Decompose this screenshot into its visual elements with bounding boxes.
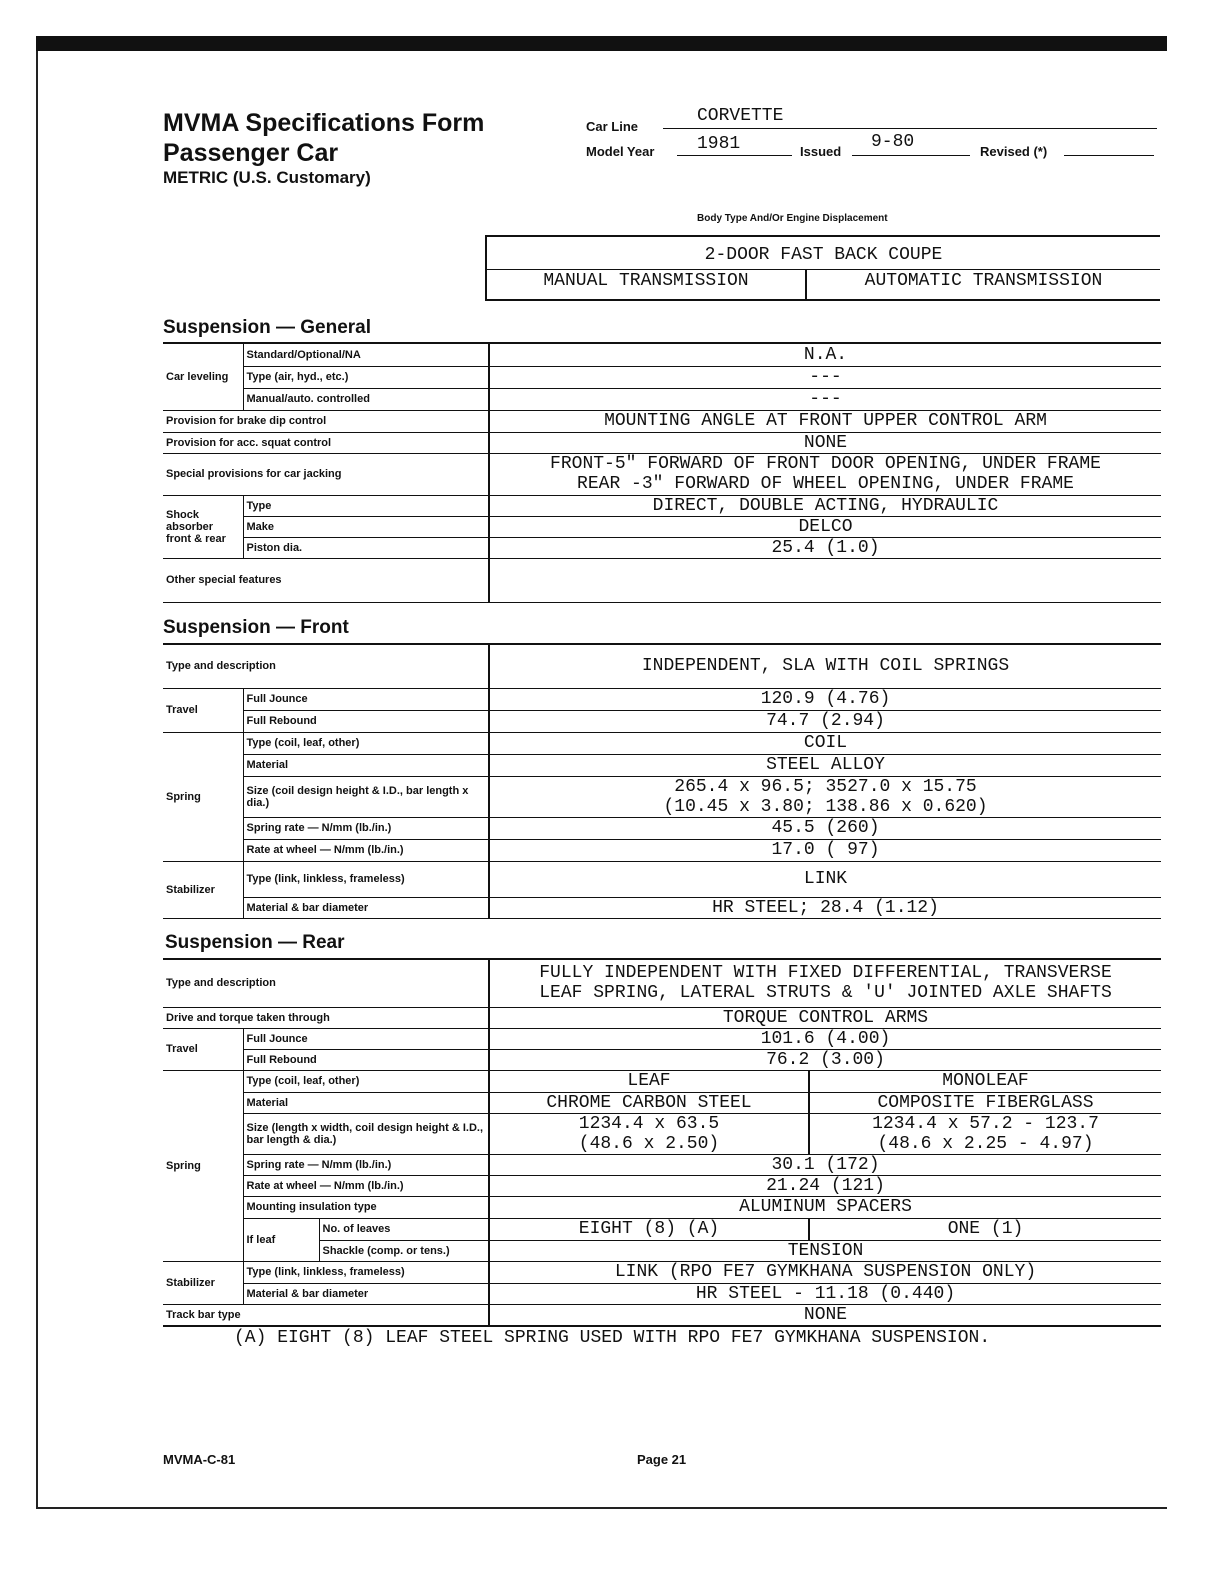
shock-make-value: DELCO [489,516,1161,537]
front-wheel-value: 17.0 ( 97) [489,839,1161,861]
front-stab-label: Stabilizer [163,861,243,918]
front-stab-type-label: Type (link, linkless, frameless) [243,861,489,897]
rear-spring-type-auto: MONOLEAF [809,1070,1161,1092]
rear-size-manual-line-2: (48.6 x 2.50) [578,1133,720,1154]
shock-type-value: DIRECT, DOUBLE ACTING, HYDRAULIC [489,495,1161,516]
page-number: Page 21 [637,1452,687,1467]
rear-track-value: NONE [489,1304,1161,1326]
rear-drive-label: Drive and torque taken through [163,1007,489,1028]
rear-size-auto [809,1113,1161,1154]
rear-spring-type-manual: LEAF [489,1070,809,1092]
rear-stab-mat-label: Material & bar diameter [243,1283,489,1304]
shock-type-label: Type [243,495,489,516]
rear-type-label: Type and description [163,959,489,1007]
front-size-label: Size (coil design height & I.D., bar length x dia.) [243,776,489,817]
rear-leaves-auto: ONE (1) [809,1218,1161,1240]
front-size-line-2: (10.45 x 3.80; 138.86 x 0.620) [663,796,988,817]
section-rear-title: Suspension — Rear [165,932,345,953]
rear-mount-value: ALUMINUM SPACERS [489,1196,1161,1218]
rear-size-label: Size (length x width, coil design height & I.D., bar length & dia.) [243,1113,489,1154]
jacking-value [489,453,1161,495]
front-spring-label: Spring [163,732,243,861]
model-year-label: Model Year [586,144,655,159]
brake-dip-value: MOUNTING ANGLE AT FRONT UPPER CONTROL ARM [489,410,1161,432]
front-rebound-label: Full Rebound [243,710,489,732]
automatic-transmission-header: AUTOMATIC TRANSMISSION [864,271,1103,291]
jacking-line-2: REAR -3" FORWARD OF WHEEL OPENING, UNDER FRAME [577,474,1074,494]
front-spring-type-label: Type (coil, leaf, other) [243,732,489,754]
rear-size-auto-line-2: (48.6 x 2.25 - 4.97) [877,1133,1094,1154]
rear-stab-mat-value: HR STEEL - 11.18 (0.440) [489,1283,1161,1304]
rear-size-manual-line-1: 1234.4 x 63.5 [578,1113,720,1134]
piston-value: 25.4 (1.0) [489,537,1161,558]
front-type-label: Type and description [163,644,489,688]
rear-type-value [489,959,1161,1007]
front-table [163,643,1161,919]
front-material-value: STEEL ALLOY [489,754,1161,776]
body-type-divider [487,269,1160,270]
manual-auto-value: --- [489,388,1161,410]
rear-wheel-label: Rate at wheel — N/mm (lb./in.) [243,1175,489,1196]
rear-jounce-value: 101.6 (4.00) [489,1028,1161,1049]
revised-label: Revised (*) [980,144,1048,159]
other-features-label: Other special features [163,558,489,602]
squat-value: NONE [489,432,1161,453]
rear-material-label: Material [243,1092,489,1113]
rear-drive-value: TORQUE CONTROL ARMS [489,1007,1161,1028]
front-jounce-value: 120.9 (4.76) [489,688,1161,710]
rear-material-manual: CHROME CARBON STEEL [489,1092,809,1113]
left-border [36,51,38,1509]
issued-label: Issued [800,144,842,159]
front-stab-mat-value: HR STEEL; 28.4 (1.12) [489,897,1161,918]
front-spring-type-value: COIL [489,732,1161,754]
car-leveling-label: Car leveling [163,343,243,410]
rear-leaves-manual: EIGHT (8) (A) [489,1218,809,1240]
front-travel-label: Travel [163,688,243,732]
rear-mount-label: Mounting insulation type [243,1196,489,1218]
jacking-line-1: FRONT-5" FORWARD OF FRONT DOOR OPENING, UNDER FRAME [550,454,1101,474]
front-jounce-label: Full Jounce [243,688,489,710]
manual-auto-label: Manual/auto. controlled [243,388,489,410]
front-material-label: Material [243,754,489,776]
leveling-type-value: --- [489,366,1161,388]
piston-label: Piston dia. [243,537,489,558]
form-title [163,108,484,188]
std-opt-label: Standard/Optional/NA [243,343,489,366]
front-rate-label: Spring rate — N/mm (lb./in.) [243,817,489,839]
rear-stab-label: Stabilizer [163,1261,243,1304]
model-year-underline [677,155,792,156]
body-type-label: Body Type And/Or Engine Displacement [697,213,888,224]
rear-stab-type-value: LINK (RPO FE7 GYMKHANA SUSPENSION ONLY) [489,1261,1161,1283]
rear-size-manual [489,1113,809,1154]
title-line-3: METRIC (U.S. Customary) [163,168,371,187]
top-bar [36,36,1167,51]
rear-track-label: Track bar type [163,1304,489,1326]
rear-table [163,958,1161,1327]
body-type-box [485,235,1160,301]
rear-spring-type-label: Type (coil, leaf, other) [243,1070,489,1092]
brake-dip-label: Provision for brake dip control [163,410,489,432]
rear-travel-label: Travel [163,1028,243,1070]
rear-wheel-value: 21.24 (121) [489,1175,1161,1196]
title-line-2: Passenger Car [163,139,339,167]
front-size-line-1: 265.4 x 96.5; 3527.0 x 15.75 [674,776,977,797]
rear-rebound-value: 76.2 (3.00) [489,1049,1161,1070]
rear-type-line-2: LEAF SPRING, LATERAL STRUTS & 'U' JOINTED AXLE SHAFTS [539,983,1112,1004]
jacking-label: Special provisions for car jacking [163,453,489,495]
section-general-title: Suspension — General [163,317,371,338]
front-rate-value: 45.5 (260) [489,817,1161,839]
car-line-label: Car Line [586,119,639,134]
other-features-value [489,558,1161,602]
front-stab-type-value: LINK [489,861,1161,897]
rear-leaves-label: No. of leaves [319,1218,489,1240]
body-type-value: 2-DOOR FAST BACK COUPE [704,245,943,265]
rear-shackle-value: TENSION [489,1240,1161,1261]
bottom-border [36,1507,1167,1509]
rear-spring-label: Spring [163,1070,243,1261]
issued-underline [852,155,970,156]
rear-size-auto-line-1: 1234.4 x 57.2 - 123.7 [872,1113,1099,1134]
rear-if-leaf-label: If leaf [243,1218,319,1261]
rear-rebound-label: Full Rebound [243,1049,489,1070]
footnote: (A) EIGHT (8) LEAF STEEL SPRING USED WITH RPO FE7 GYMKHANA SUSPENSION. [234,1328,991,1348]
front-stab-mat-label: Material & bar diameter [243,897,489,918]
rear-material-auto: COMPOSITE FIBERGLASS [809,1092,1161,1113]
rear-stab-type-label: Type (link, linkless, frameless) [243,1261,489,1283]
section-front-title: Suspension — Front [163,617,349,638]
car-line-underline [663,128,1157,129]
rear-shackle-label: Shackle (comp. or tens.) [319,1240,489,1261]
rear-type-line-1: FULLY INDEPENDENT WITH FIXED DIFFERENTIAL, TRANSVERSE [539,963,1112,984]
rear-rate-value: 30.1 (172) [489,1154,1161,1175]
shock-make-label: Make [243,516,489,537]
front-size-value [489,776,1161,817]
form-id: MVMA-C-81 [163,1452,236,1467]
general-table [163,342,1161,603]
shock-label: Shock absorber front & rear [163,495,243,558]
front-wheel-label: Rate at wheel — N/mm (lb./in.) [243,839,489,861]
issued-value: 9-80 [871,132,915,152]
squat-label: Provision for acc. squat control [163,432,489,453]
rear-rate-label: Spring rate — N/mm (lb./in.) [243,1154,489,1175]
model-year-value: 1981 [697,134,741,154]
revised-underline [1064,155,1154,156]
std-opt-value: N.A. [489,343,1161,366]
car-line-value: CORVETTE [697,106,784,126]
front-type-value: INDEPENDENT, SLA WITH COIL SPRINGS [489,644,1161,688]
title-line-1: MVMA Specifications Form [163,109,485,137]
leveling-type-label: Type (air, hyd., etc.) [243,366,489,388]
front-rebound-value: 74.7 (2.94) [489,710,1161,732]
rear-jounce-label: Full Jounce [243,1028,489,1049]
manual-transmission-header: MANUAL TRANSMISSION [543,271,749,291]
